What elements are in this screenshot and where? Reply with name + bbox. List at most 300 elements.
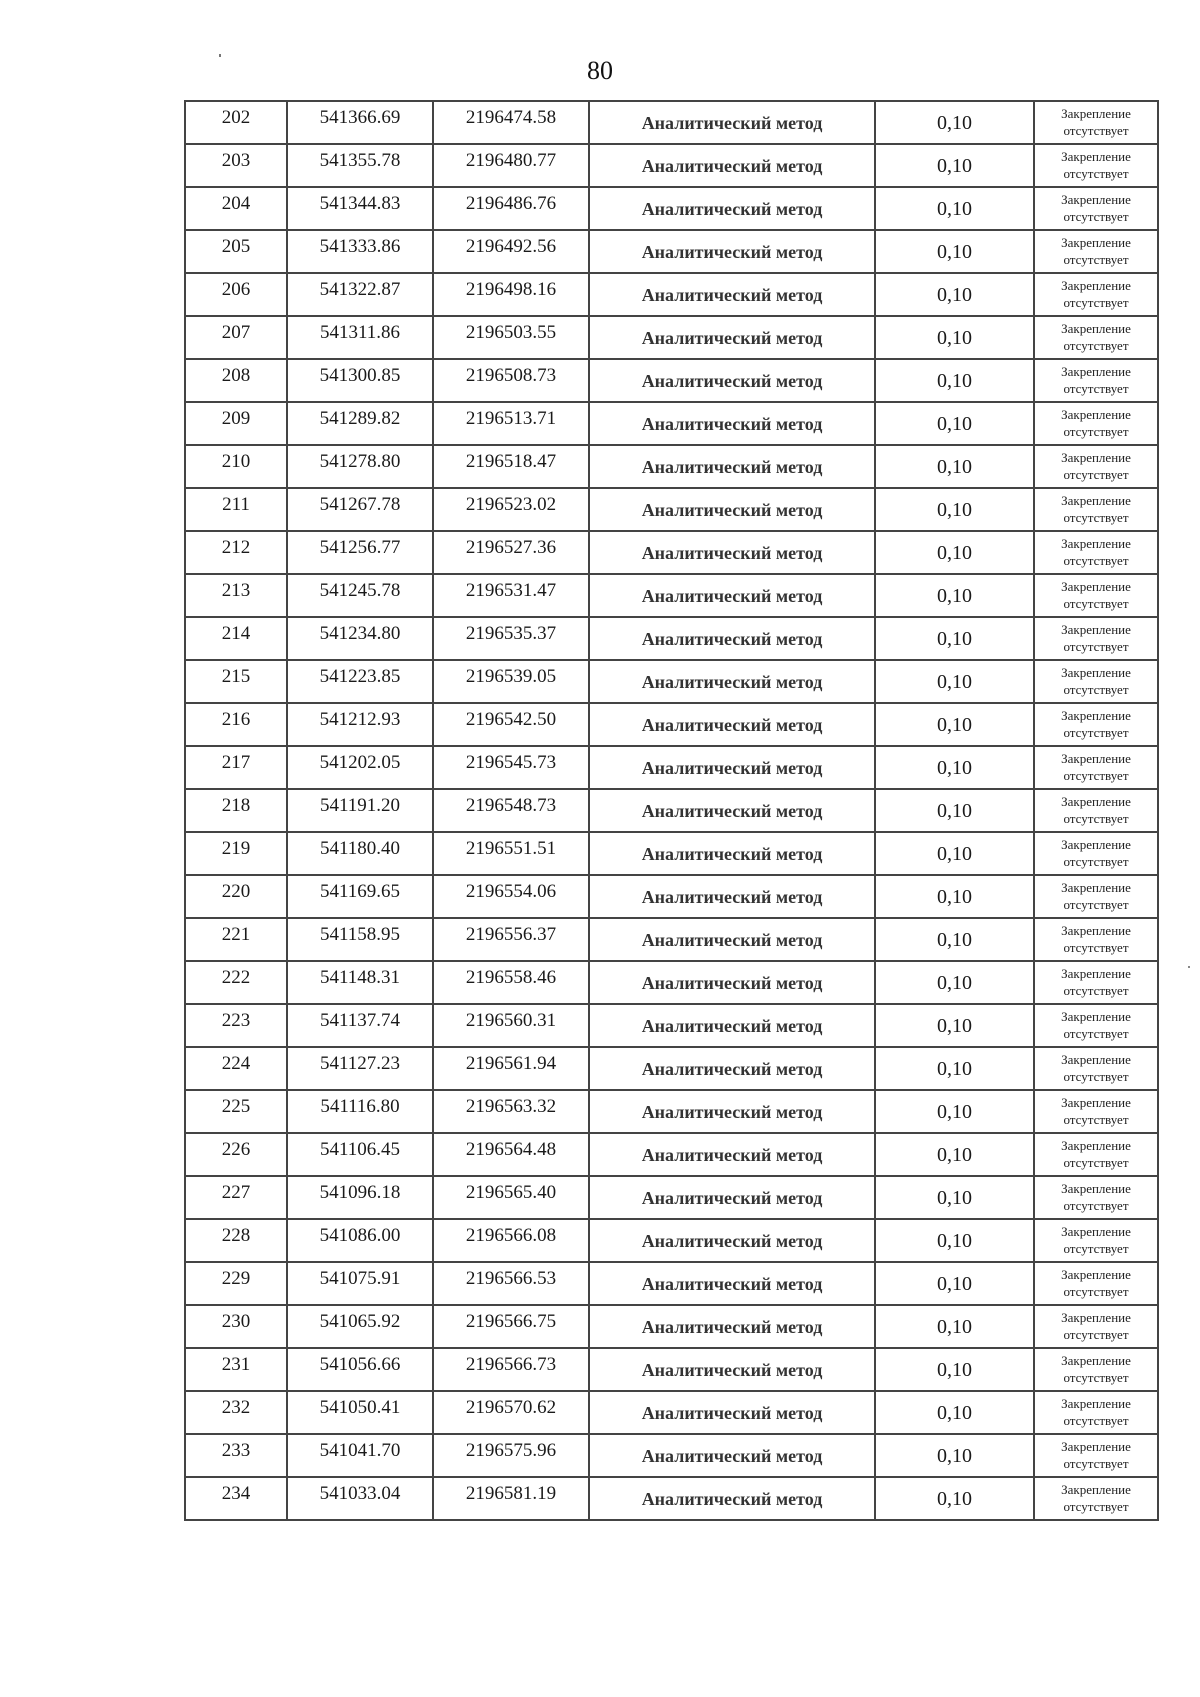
x-coordinate-cell: 541086.00	[287, 1219, 433, 1262]
fixation-line-2: отсутствует	[1063, 1326, 1129, 1342]
fixation-line-2: отсутствует	[1063, 810, 1129, 826]
method-cell: Аналитический метод	[589, 1004, 875, 1047]
fixation-line-1: Закрепление	[1061, 579, 1131, 595]
fixation-line-2: отсутствует	[1063, 1240, 1129, 1256]
x-coordinate-cell: 541180.40	[287, 832, 433, 875]
table-row	[185, 187, 1158, 230]
fixation-cell	[1034, 488, 1158, 531]
y-coordinate-cell: 2196551.51	[433, 832, 589, 875]
x-coordinate-cell: 541202.05	[287, 746, 433, 789]
point-number-cell: 222	[185, 961, 287, 1004]
table-row	[185, 316, 1158, 359]
method-cell: Аналитический метод	[589, 703, 875, 746]
method-cell: Аналитический метод	[589, 359, 875, 402]
y-coordinate-cell: 2196498.16	[433, 273, 589, 316]
point-number-cell: 234	[185, 1477, 287, 1520]
method-cell: Аналитический метод	[589, 574, 875, 617]
fixation-line-2: отсутствует	[1063, 466, 1129, 482]
table-row	[185, 1133, 1158, 1176]
method-cell: Аналитический метод	[589, 144, 875, 187]
fixation-line-1: Закрепление	[1061, 1267, 1131, 1283]
x-coordinate-cell: 541300.85	[287, 359, 433, 402]
table-row	[185, 1090, 1158, 1133]
table-row	[185, 445, 1158, 488]
fixation-line-2: отсутствует	[1063, 595, 1129, 611]
table-row	[185, 359, 1158, 402]
fixation-cell	[1034, 660, 1158, 703]
fixation-line-1: Закрепление	[1061, 278, 1131, 294]
fixation-line-1: Закрепление	[1061, 321, 1131, 337]
y-coordinate-cell: 2196518.47	[433, 445, 589, 488]
fixation-line-2: отсутствует	[1063, 638, 1129, 654]
x-coordinate-cell: 541278.80	[287, 445, 433, 488]
fixation-line-2: отсутствует	[1063, 1111, 1129, 1127]
fixation-cell	[1034, 1477, 1158, 1520]
accuracy-cell: 0,10	[875, 1305, 1034, 1348]
fixation-cell	[1034, 101, 1158, 144]
fixation-line-1: Закрепление	[1061, 665, 1131, 681]
y-coordinate-cell: 2196535.37	[433, 617, 589, 660]
accuracy-cell: 0,10	[875, 316, 1034, 359]
y-coordinate-cell: 2196566.73	[433, 1348, 589, 1391]
point-number-cell: 210	[185, 445, 287, 488]
method-cell: Аналитический метод	[589, 230, 875, 273]
fixation-line-1: Закрепление	[1061, 493, 1131, 509]
fixation-cell	[1034, 875, 1158, 918]
x-coordinate-cell: 541033.04	[287, 1477, 433, 1520]
x-coordinate-cell: 541148.31	[287, 961, 433, 1004]
fixation-line-2: отсутствует	[1063, 380, 1129, 396]
fixation-cell	[1034, 574, 1158, 617]
fixation-line-1: Закрепление	[1061, 794, 1131, 810]
fixation-line-2: отсутствует	[1063, 251, 1129, 267]
method-cell: Аналитический метод	[589, 316, 875, 359]
fixation-line-1: Закрепление	[1061, 923, 1131, 939]
fixation-line-1: Закрепление	[1061, 1310, 1131, 1326]
fixation-line-2: отсутствует	[1063, 294, 1129, 310]
y-coordinate-cell: 2196527.36	[433, 531, 589, 574]
method-cell: Аналитический метод	[589, 488, 875, 531]
y-coordinate-cell: 2196539.05	[433, 660, 589, 703]
table-row	[185, 1305, 1158, 1348]
point-number-cell: 231	[185, 1348, 287, 1391]
table-row	[185, 574, 1158, 617]
table-row	[185, 531, 1158, 574]
point-number-cell: 211	[185, 488, 287, 531]
fixation-line-2: отсутствует	[1063, 509, 1129, 525]
fixation-line-2: отсутствует	[1063, 1197, 1129, 1213]
x-coordinate-cell: 541137.74	[287, 1004, 433, 1047]
accuracy-cell: 0,10	[875, 101, 1034, 144]
fixation-line-1: Закрепление	[1061, 536, 1131, 552]
point-number-cell: 204	[185, 187, 287, 230]
fixation-cell	[1034, 1391, 1158, 1434]
point-number-cell: 217	[185, 746, 287, 789]
point-number-cell: 223	[185, 1004, 287, 1047]
y-coordinate-cell: 2196581.19	[433, 1477, 589, 1520]
method-cell: Аналитический метод	[589, 918, 875, 961]
x-coordinate-cell: 541127.23	[287, 1047, 433, 1090]
y-coordinate-cell: 2196558.46	[433, 961, 589, 1004]
accuracy-cell: 0,10	[875, 1133, 1034, 1176]
method-cell: Аналитический метод	[589, 746, 875, 789]
y-coordinate-cell: 2196542.50	[433, 703, 589, 746]
y-coordinate-cell: 2196566.75	[433, 1305, 589, 1348]
method-cell: Аналитический метод	[589, 445, 875, 488]
table-row	[185, 1176, 1158, 1219]
fixation-line-1: Закрепление	[1061, 149, 1131, 165]
fixation-line-2: отсутствует	[1063, 165, 1129, 181]
fixation-line-1: Закрепление	[1061, 106, 1131, 122]
point-number-cell: 225	[185, 1090, 287, 1133]
fixation-line-1: Закрепление	[1061, 1224, 1131, 1240]
x-coordinate-cell: 541050.41	[287, 1391, 433, 1434]
x-coordinate-cell: 541065.92	[287, 1305, 433, 1348]
fixation-line-1: Закрепление	[1061, 880, 1131, 896]
fixation-line-2: отсутствует	[1063, 208, 1129, 224]
method-cell: Аналитический метод	[589, 402, 875, 445]
x-coordinate-cell: 541333.86	[287, 230, 433, 273]
method-cell: Аналитический метод	[589, 531, 875, 574]
table-row	[185, 1047, 1158, 1090]
fixation-cell	[1034, 832, 1158, 875]
fixation-cell	[1034, 402, 1158, 445]
accuracy-cell: 0,10	[875, 187, 1034, 230]
fixation-line-1: Закрепление	[1061, 1052, 1131, 1068]
fixation-line-1: Закрепление	[1061, 235, 1131, 251]
table-row	[185, 144, 1158, 187]
method-cell: Аналитический метод	[589, 875, 875, 918]
y-coordinate-cell: 2196570.62	[433, 1391, 589, 1434]
fixation-line-2: отсутствует	[1063, 1412, 1129, 1428]
y-coordinate-cell: 2196513.71	[433, 402, 589, 445]
table-row	[185, 1348, 1158, 1391]
table-row	[185, 230, 1158, 273]
point-number-cell: 213	[185, 574, 287, 617]
fixation-line-2: отсутствует	[1063, 681, 1129, 697]
fixation-cell	[1034, 1219, 1158, 1262]
fixation-cell	[1034, 961, 1158, 1004]
fixation-cell	[1034, 1004, 1158, 1047]
method-cell: Аналитический метод	[589, 832, 875, 875]
accuracy-cell: 0,10	[875, 832, 1034, 875]
point-number-cell: 207	[185, 316, 287, 359]
fixation-line-1: Закрепление	[1061, 1095, 1131, 1111]
fixation-cell	[1034, 1090, 1158, 1133]
y-coordinate-cell: 2196566.53	[433, 1262, 589, 1305]
fixation-line-2: отсутствует	[1063, 853, 1129, 869]
point-number-cell: 227	[185, 1176, 287, 1219]
fixation-cell	[1034, 617, 1158, 660]
fixation-line-2: отсутствует	[1063, 1498, 1129, 1514]
fixation-line-1: Закрепление	[1061, 1353, 1131, 1369]
fixation-line-2: отсутствует	[1063, 552, 1129, 568]
method-cell: Аналитический метод	[589, 617, 875, 660]
y-coordinate-cell: 2196523.02	[433, 488, 589, 531]
method-cell: Аналитический метод	[589, 1391, 875, 1434]
fixation-cell	[1034, 1305, 1158, 1348]
fixation-line-1: Закрепление	[1061, 751, 1131, 767]
point-number-cell: 218	[185, 789, 287, 832]
fixation-cell	[1034, 1348, 1158, 1391]
accuracy-cell: 0,10	[875, 1434, 1034, 1477]
fixation-line-1: Закрепление	[1061, 708, 1131, 724]
x-coordinate-cell: 541191.20	[287, 789, 433, 832]
accuracy-cell: 0,10	[875, 703, 1034, 746]
point-number-cell: 206	[185, 273, 287, 316]
method-cell: Аналитический метод	[589, 1133, 875, 1176]
accuracy-cell: 0,10	[875, 961, 1034, 1004]
table-row	[185, 402, 1158, 445]
fixation-cell	[1034, 187, 1158, 230]
point-number-cell: 215	[185, 660, 287, 703]
x-coordinate-cell: 541106.45	[287, 1133, 433, 1176]
point-number-cell: 226	[185, 1133, 287, 1176]
accuracy-cell: 0,10	[875, 1090, 1034, 1133]
accuracy-cell: 0,10	[875, 789, 1034, 832]
fixation-line-1: Закрепление	[1061, 966, 1131, 982]
y-coordinate-cell: 2196508.73	[433, 359, 589, 402]
table-row	[185, 832, 1158, 875]
table-row	[185, 1004, 1158, 1047]
fixation-cell	[1034, 273, 1158, 316]
page-number: 80	[587, 56, 613, 85]
x-coordinate-cell: 541116.80	[287, 1090, 433, 1133]
fixation-line-1: Закрепление	[1061, 407, 1131, 423]
point-number-cell: 214	[185, 617, 287, 660]
accuracy-cell: 0,10	[875, 1262, 1034, 1305]
fixation-line-1: Закрепление	[1061, 364, 1131, 380]
accuracy-cell: 0,10	[875, 875, 1034, 918]
point-number-cell: 203	[185, 144, 287, 187]
y-coordinate-cell: 2196480.77	[433, 144, 589, 187]
table-row	[185, 1477, 1158, 1520]
y-coordinate-cell: 2196556.37	[433, 918, 589, 961]
fixation-cell	[1034, 359, 1158, 402]
accuracy-cell: 0,10	[875, 660, 1034, 703]
x-coordinate-cell: 541041.70	[287, 1434, 433, 1477]
method-cell: Аналитический метод	[589, 660, 875, 703]
accuracy-cell: 0,10	[875, 918, 1034, 961]
method-cell: Аналитический метод	[589, 1262, 875, 1305]
accuracy-cell: 0,10	[875, 1047, 1034, 1090]
fixation-line-1: Закрепление	[1061, 622, 1131, 638]
table-row	[185, 746, 1158, 789]
accuracy-cell: 0,10	[875, 402, 1034, 445]
accuracy-cell: 0,10	[875, 445, 1034, 488]
fixation-line-1: Закрепление	[1061, 1396, 1131, 1412]
table-row	[185, 1219, 1158, 1262]
x-coordinate-cell: 541355.78	[287, 144, 433, 187]
y-coordinate-cell: 2196531.47	[433, 574, 589, 617]
y-coordinate-cell: 2196561.94	[433, 1047, 589, 1090]
method-cell: Аналитический метод	[589, 1219, 875, 1262]
point-number-cell: 209	[185, 402, 287, 445]
accuracy-cell: 0,10	[875, 488, 1034, 531]
coordinates-table-body	[185, 101, 1158, 1520]
fixation-line-2: отсутствует	[1063, 1283, 1129, 1299]
x-coordinate-cell: 541245.78	[287, 574, 433, 617]
method-cell: Аналитический метод	[589, 1090, 875, 1133]
fixation-line-2: отсутствует	[1063, 982, 1129, 998]
fixation-cell	[1034, 746, 1158, 789]
accuracy-cell: 0,10	[875, 574, 1034, 617]
table-row	[185, 789, 1158, 832]
fixation-cell	[1034, 1133, 1158, 1176]
x-coordinate-cell: 541075.91	[287, 1262, 433, 1305]
fixation-line-1: Закрепление	[1061, 192, 1131, 208]
y-coordinate-cell: 2196545.73	[433, 746, 589, 789]
fixation-line-2: отсутствует	[1063, 1369, 1129, 1385]
table-row	[185, 1391, 1158, 1434]
method-cell: Аналитический метод	[589, 961, 875, 1004]
fixation-line-1: Закрепление	[1061, 1009, 1131, 1025]
accuracy-cell: 0,10	[875, 1477, 1034, 1520]
point-number-cell: 230	[185, 1305, 287, 1348]
point-number-cell: 208	[185, 359, 287, 402]
x-coordinate-cell: 541158.95	[287, 918, 433, 961]
fixation-line-2: отсутствует	[1063, 896, 1129, 912]
accuracy-cell: 0,10	[875, 273, 1034, 316]
table-row	[185, 488, 1158, 531]
point-number-cell: 229	[185, 1262, 287, 1305]
fixation-cell	[1034, 531, 1158, 574]
fixation-line-1: Закрепление	[1061, 1181, 1131, 1197]
fixation-line-2: отсутствует	[1063, 122, 1129, 138]
fixation-line-2: отсутствует	[1063, 423, 1129, 439]
point-number-cell: 219	[185, 832, 287, 875]
fixation-line-1: Закрепление	[1061, 1138, 1131, 1154]
table-row	[185, 918, 1158, 961]
fixation-line-1: Закрепление	[1061, 1482, 1131, 1498]
y-coordinate-cell: 2196486.76	[433, 187, 589, 230]
method-cell: Аналитический метод	[589, 1434, 875, 1477]
fixation-cell	[1034, 789, 1158, 832]
y-coordinate-cell: 2196503.55	[433, 316, 589, 359]
accuracy-cell: 0,10	[875, 1348, 1034, 1391]
method-cell: Аналитический метод	[589, 789, 875, 832]
fixation-cell	[1034, 703, 1158, 746]
table-row	[185, 1434, 1158, 1477]
x-coordinate-cell: 541169.65	[287, 875, 433, 918]
point-number-cell: 220	[185, 875, 287, 918]
fixation-line-2: отсутствует	[1063, 1025, 1129, 1041]
accuracy-cell: 0,10	[875, 617, 1034, 660]
point-number-cell: 216	[185, 703, 287, 746]
x-coordinate-cell: 541056.66	[287, 1348, 433, 1391]
y-coordinate-cell: 2196548.73	[433, 789, 589, 832]
table-row	[185, 273, 1158, 316]
table-row	[185, 703, 1158, 746]
x-coordinate-cell: 541256.77	[287, 531, 433, 574]
table-row	[185, 617, 1158, 660]
fixation-cell	[1034, 1176, 1158, 1219]
scan-speck	[1188, 966, 1190, 968]
table-row	[185, 1262, 1158, 1305]
accuracy-cell: 0,10	[875, 531, 1034, 574]
accuracy-cell: 0,10	[875, 144, 1034, 187]
fixation-cell	[1034, 1434, 1158, 1477]
point-number-cell: 233	[185, 1434, 287, 1477]
y-coordinate-cell: 2196575.96	[433, 1434, 589, 1477]
fixation-line-1: Закрепление	[1061, 1439, 1131, 1455]
fixation-cell	[1034, 1262, 1158, 1305]
fixation-cell	[1034, 144, 1158, 187]
fixation-line-2: отсутствует	[1063, 1154, 1129, 1170]
x-coordinate-cell: 541366.69	[287, 101, 433, 144]
accuracy-cell: 0,10	[875, 359, 1034, 402]
x-coordinate-cell: 541311.86	[287, 316, 433, 359]
method-cell: Аналитический метод	[589, 1305, 875, 1348]
x-coordinate-cell: 541234.80	[287, 617, 433, 660]
method-cell: Аналитический метод	[589, 273, 875, 316]
point-number-cell: 232	[185, 1391, 287, 1434]
fixation-line-1: Закрепление	[1061, 837, 1131, 853]
fixation-cell	[1034, 918, 1158, 961]
point-number-cell: 202	[185, 101, 287, 144]
fixation-line-2: отсутствует	[1063, 337, 1129, 353]
x-coordinate-cell: 541267.78	[287, 488, 433, 531]
x-coordinate-cell: 541096.18	[287, 1176, 433, 1219]
coordinates-table	[184, 100, 1159, 1521]
method-cell: Аналитический метод	[589, 1047, 875, 1090]
point-number-cell: 205	[185, 230, 287, 273]
fixation-cell	[1034, 316, 1158, 359]
method-cell: Аналитический метод	[589, 1176, 875, 1219]
accuracy-cell: 0,10	[875, 746, 1034, 789]
point-number-cell: 228	[185, 1219, 287, 1262]
table-row	[185, 961, 1158, 1004]
fixation-line-1: Закрепление	[1061, 450, 1131, 466]
y-coordinate-cell: 2196554.06	[433, 875, 589, 918]
fixation-cell	[1034, 1047, 1158, 1090]
table-row	[185, 875, 1158, 918]
table-row	[185, 101, 1158, 144]
fixation-line-2: отсутствует	[1063, 1455, 1129, 1471]
point-number-cell: 221	[185, 918, 287, 961]
x-coordinate-cell: 541223.85	[287, 660, 433, 703]
fixation-line-2: отсутствует	[1063, 939, 1129, 955]
accuracy-cell: 0,10	[875, 1004, 1034, 1047]
accuracy-cell: 0,10	[875, 230, 1034, 273]
method-cell: Аналитический метод	[589, 187, 875, 230]
y-coordinate-cell: 2196560.31	[433, 1004, 589, 1047]
point-number-cell: 224	[185, 1047, 287, 1090]
method-cell: Аналитический метод	[589, 1477, 875, 1520]
fixation-cell	[1034, 445, 1158, 488]
y-coordinate-cell: 2196474.58	[433, 101, 589, 144]
fixation-line-2: отсутствует	[1063, 767, 1129, 783]
x-coordinate-cell: 541322.87	[287, 273, 433, 316]
table-row	[185, 660, 1158, 703]
y-coordinate-cell: 2196564.48	[433, 1133, 589, 1176]
method-cell: Аналитический метод	[589, 1348, 875, 1391]
accuracy-cell: 0,10	[875, 1219, 1034, 1262]
accuracy-cell: 0,10	[875, 1176, 1034, 1219]
y-coordinate-cell: 2196563.32	[433, 1090, 589, 1133]
point-number-cell: 212	[185, 531, 287, 574]
accuracy-cell: 0,10	[875, 1391, 1034, 1434]
y-coordinate-cell: 2196492.56	[433, 230, 589, 273]
fixation-cell	[1034, 230, 1158, 273]
y-coordinate-cell: 2196566.08	[433, 1219, 589, 1262]
y-coordinate-cell: 2196565.40	[433, 1176, 589, 1219]
fixation-line-2: отсутствует	[1063, 1068, 1129, 1084]
x-coordinate-cell: 541212.93	[287, 703, 433, 746]
fixation-line-2: отсутствует	[1063, 724, 1129, 740]
x-coordinate-cell: 541344.83	[287, 187, 433, 230]
method-cell: Аналитический метод	[589, 101, 875, 144]
